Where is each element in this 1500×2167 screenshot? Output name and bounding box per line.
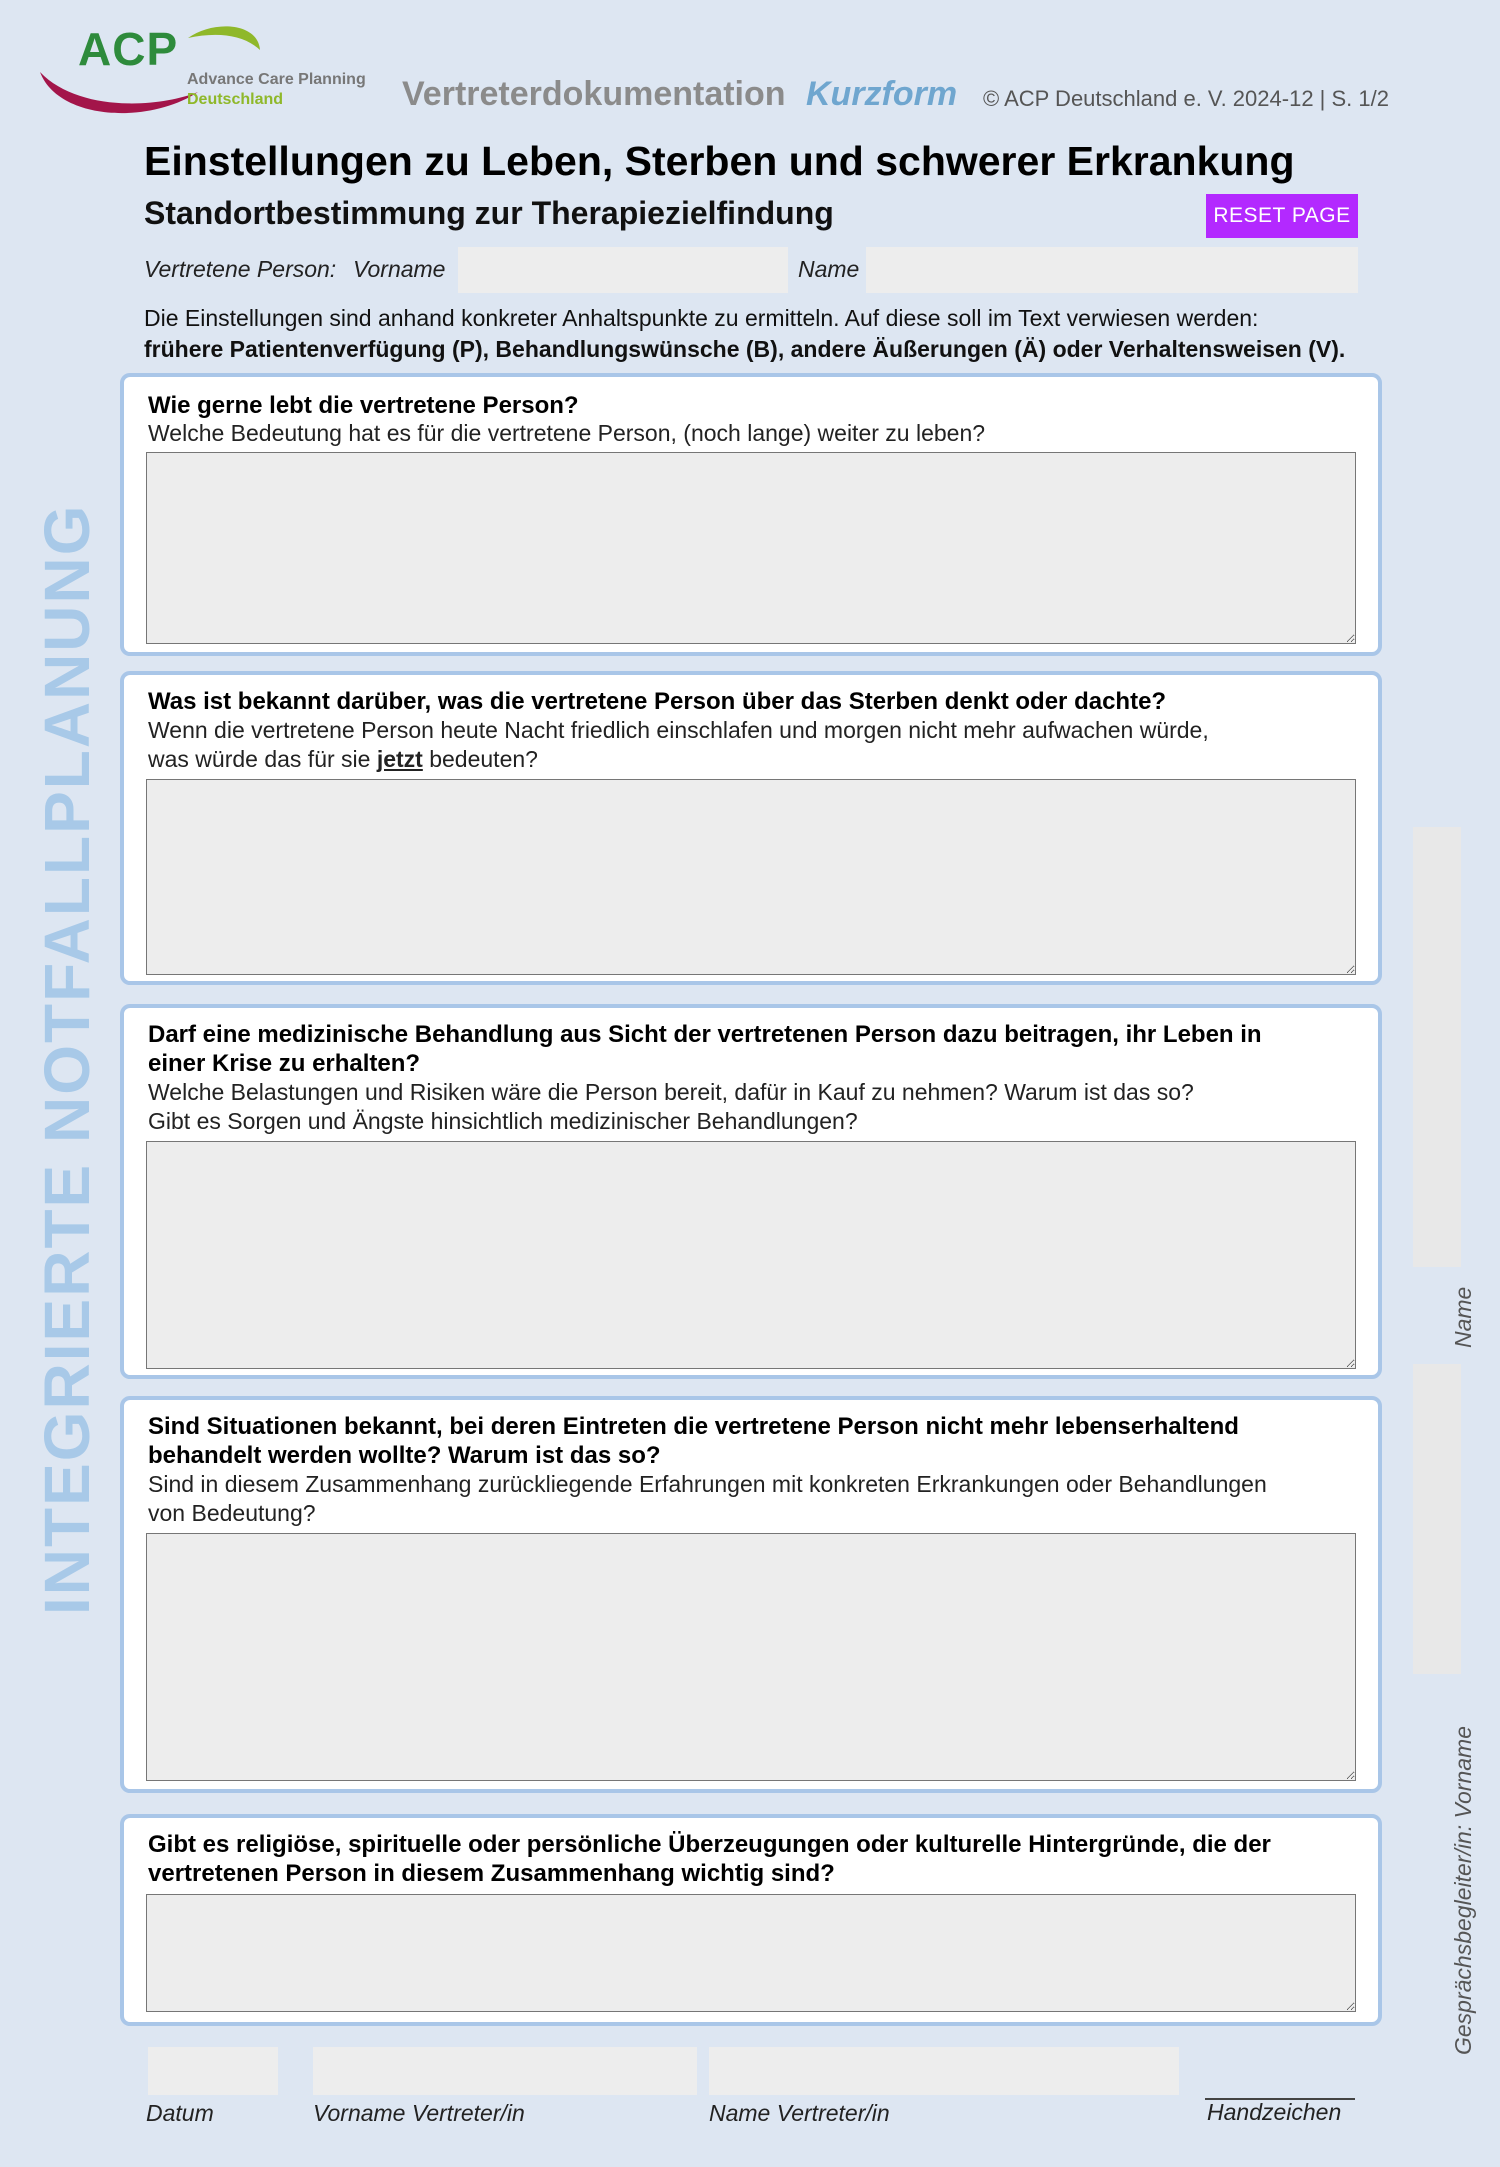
vertical-watermark: INTEGRIERTE NOTFALLPLANUNG <box>31 503 103 1615</box>
page-title: Einstellungen zu Leben, Sterben und schwerer Erkrankung <box>144 138 1295 184</box>
rep-firstname-field[interactable] <box>313 2047 697 2095</box>
question-4-text-line2: von Bedeutung? <box>148 1500 316 1526</box>
copyright-notice: © ACP Deutschland e. V. 2024-12 | S. 1/2 <box>983 86 1389 111</box>
question-box-4 <box>120 1396 1382 1793</box>
rep-name-field[interactable] <box>709 2047 1179 2095</box>
rep-name-label: Name Vertreter/in <box>709 2100 890 2126</box>
question-3-answer[interactable] <box>146 1141 1356 1369</box>
logo-subtitle: Advance Care Planning <box>187 71 366 88</box>
companion-name-field[interactable] <box>1413 827 1461 1267</box>
question-1-title: Wie gerne lebt die vertretene Person? <box>148 392 579 419</box>
lastname-label: Name <box>798 256 860 282</box>
initials-label: Handzeichen <box>1207 2099 1342 2125</box>
lastname-field[interactable] <box>866 247 1358 293</box>
page-subtitle: Standortbestimmung zur Therapiezielfindung <box>144 195 834 231</box>
firstname-label: Vorname <box>353 256 446 282</box>
question-3-text-line1: Welche Belastungen und Risiken wäre die Person bereit, dafür in Kauf zu nehmen? Warum ist das so? <box>148 1079 1194 1105</box>
rep-firstname-label: Vorname Vertreter/in <box>313 2100 525 2126</box>
question-2-text-line1: Wenn die vertretene Person heute Nacht friedlich einschlafen und morgen nicht mehr aufwachen würde, <box>148 717 1209 743</box>
question-4-text-line1: Sind in diesem Zusammenhang zurückliegende Erfahrungen mit konkreten Erkrankungen oder Behandlungen <box>148 1471 1267 1497</box>
question-box-3 <box>120 1004 1382 1379</box>
companion-firstname-field[interactable] <box>1413 1364 1461 1674</box>
document-title: Vertreterdokumentation <box>402 75 786 113</box>
date-label: Datum <box>146 2100 214 2126</box>
question-4-title-line1: Sind Situationen bekannt, bei deren Eintreten die vertretene Person nicht mehr lebenserhaltend <box>148 1413 1239 1440</box>
question-box-1 <box>120 373 1382 656</box>
question-2-title: Was ist bekannt darüber, was die vertretene Person über das Sterben denkt oder dachte? <box>148 688 1167 715</box>
intro-text: Die Einstellungen sind anhand konkreter Anhaltspunkte zu ermitteln. Auf diese soll im Text verwiesen werden: <box>144 305 1259 331</box>
question-4-title-line2: behandelt werden wollte? Warum ist das so? <box>148 1442 661 1469</box>
question-2-answer[interactable] <box>146 779 1356 975</box>
companion-firstname-label: Gesprächsbegleiter/in: Vorname <box>1450 1726 1476 2055</box>
question-2-text-line2: was würde das für sie jetzt bedeuten? <box>148 746 538 772</box>
logo-country: Deutschland <box>187 91 284 108</box>
question-3-title-line1: Darf eine medizinische Behandlung aus Sicht der vertretenen Person dazu beitragen, ihr Leben in <box>148 1021 1262 1048</box>
question-1-text: Welche Bedeutung hat es für die vertretene Person, (noch lange) weiter zu leben? <box>148 420 986 446</box>
question-box-2 <box>120 671 1382 985</box>
question-5-title-line1: Gibt es religiöse, spirituelle oder persönliche Überzeugungen oder kulturelle Hintergründe, die der <box>148 1831 1271 1858</box>
document-title-emphasis: Kurzform <box>806 75 958 113</box>
question-5-answer[interactable] <box>146 1894 1356 2012</box>
represented-person-label: Vertretene Person: <box>144 256 337 282</box>
reset-page-button[interactable]: RESET PAGE <box>1206 194 1358 238</box>
question-3-title-line2: einer Krise zu erhalten? <box>148 1050 421 1077</box>
question-box-5 <box>120 1814 1382 2026</box>
question-3-text-line2: Gibt es Sorgen und Ängste hinsichtlich medizinischer Behandlungen? <box>148 1108 858 1134</box>
date-field[interactable] <box>148 2047 278 2095</box>
intro-sources: frühere Patientenverfügung (P), Behandlungswünsche (B), andere Äußerungen (Ä) oder Verhaltensweisen (V). <box>144 336 1346 362</box>
question-1-answer[interactable] <box>146 452 1356 644</box>
logo-acp-text: ACP <box>78 23 179 75</box>
companion-name-label: Name <box>1450 1286 1476 1348</box>
emphasis-jetzt: jetzt <box>376 746 423 772</box>
question-5-title-line2: vertretenen Person in diesem Zusammenhang wichtig sind? <box>148 1860 835 1887</box>
firstname-field[interactable] <box>458 247 788 293</box>
question-4-answer[interactable] <box>146 1533 1356 1781</box>
